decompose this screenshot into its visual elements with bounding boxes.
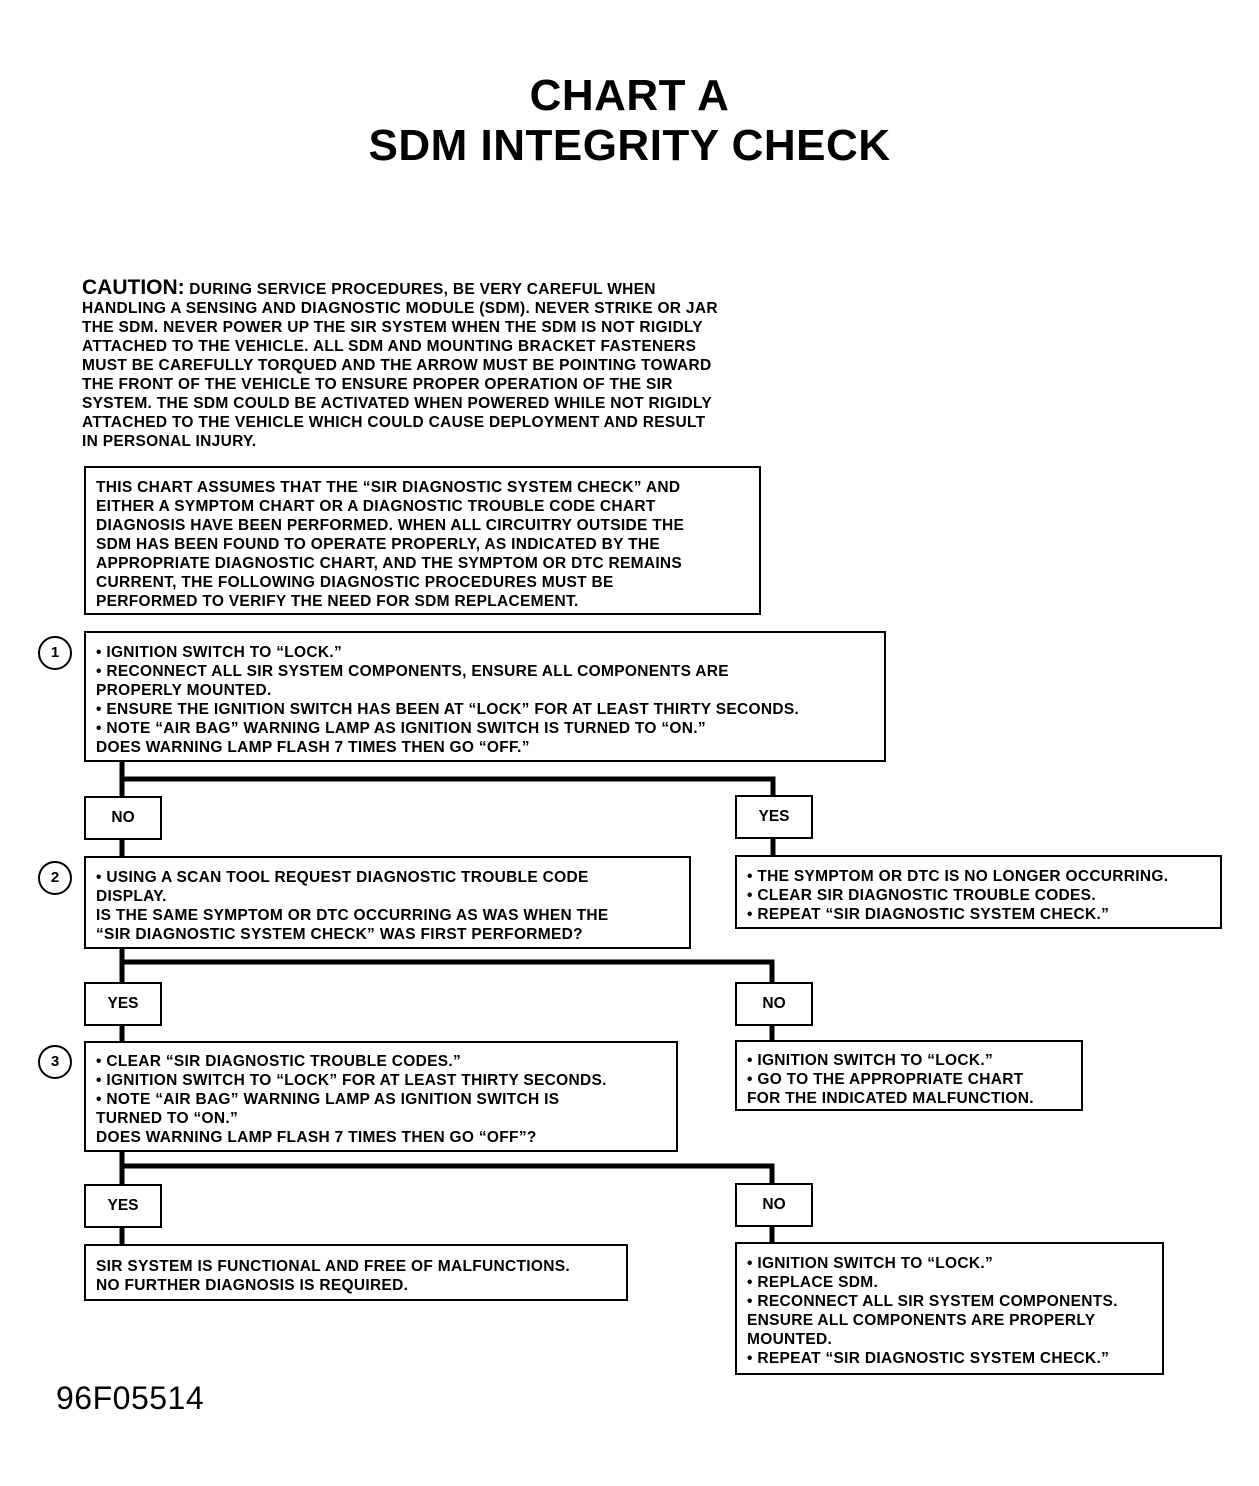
chart-title-line1: CHART A bbox=[529, 71, 730, 120]
step-3-no-label: NO bbox=[735, 1183, 813, 1227]
step-3-yes-label: YES bbox=[84, 1184, 162, 1228]
step-3-no-result: • IGNITION SWITCH TO “LOCK.” • REPLACE SDM. • RECONNECT ALL SIR SYSTEM COMPONENTS. ENSURE ALL COMPONENTS ARE PROPERLY MOUNTED. • REPEAT “SIR DIAGNOSTIC SYSTEM CHECK.” bbox=[735, 1242, 1164, 1375]
step-2-no-label: NO bbox=[735, 982, 813, 1026]
connector-2-right bbox=[122, 962, 772, 983]
step-3-number: 3 bbox=[38, 1045, 72, 1079]
step-1-yes-result: • THE SYMPTOM OR DTC IS NO LONGER OCCURRING. • CLEAR SIR DIAGNOSTIC TROUBLE CODES. • REPEAT “SIR DIAGNOSTIC SYSTEM CHECK.” bbox=[735, 855, 1222, 929]
step-2-no-result: • IGNITION SWITCH TO “LOCK.” • GO TO THE APPROPRIATE CHART FOR THE INDICATED MALFUNCTION. bbox=[735, 1040, 1083, 1111]
chart-title-line2: SDM INTEGRITY CHECK bbox=[368, 121, 891, 170]
connector-1-right bbox=[122, 779, 773, 797]
connector-3-right bbox=[122, 1166, 772, 1184]
step-1-yes-label: YES bbox=[735, 795, 813, 839]
intro-box: THIS CHART ASSUMES THAT THE “SIR DIAGNOSTIC SYSTEM CHECK” AND EITHER A SYMPTOM CHART OR A DIAGNOSTIC TROUBLE CODE CHART DIAGNOSIS HAVE BEEN PERFORMED. WHEN ALL CIRCUITRY OUTSIDE THE SDM HAS BEEN FOUND TO OPERATE PROPERLY, AS INDICATED BY THE APPROPRIATE DIAGNOSTIC CHART, AND THE SYMPTOM OR DTC REMAINS CURRENT, THE FOLLOWING DIAGNOSTIC PROCEDURES MUST BE PERFORMED TO VERIFY THE NEED FOR SDM REPLACEMENT. bbox=[84, 466, 761, 615]
step-2-yes-label: YES bbox=[84, 982, 162, 1026]
step-3-yes-result: SIR SYSTEM IS FUNCTIONAL AND FREE OF MALFUNCTIONS. NO FURTHER DIAGNOSIS IS REQUIRED. bbox=[84, 1244, 628, 1301]
step-2-number: 2 bbox=[38, 861, 72, 895]
step-1-number: 1 bbox=[38, 636, 72, 670]
step-1-no-label: NO bbox=[84, 796, 162, 840]
step-1-box: • IGNITION SWITCH TO “LOCK.” • RECONNECT ALL SIR SYSTEM COMPONENTS, ENSURE ALL COMPONENTS ARE PROPERLY MOUNTED. • ENSURE THE IGNITION SWITCH HAS BEEN AT “LOCK” FOR AT LEAST THIRTY SECONDS. • NOTE “AIR BAG” WARNING LAMP AS IGNITION SWITCH IS TURNED TO “ON.” DOES WARNING LAMP FLASH 7 TIMES THEN GO “OFF.” bbox=[84, 631, 886, 762]
figure-id: 96F05514 bbox=[56, 1380, 205, 1416]
caution-label: CAUTION: bbox=[82, 276, 185, 299]
step-3-box: • CLEAR “SIR DIAGNOSTIC TROUBLE CODES.” • IGNITION SWITCH TO “LOCK” FOR AT LEAST THIRTY SECONDS. • NOTE “AIR BAG” WARNING LAMP AS IGNITION SWITCH IS TURNED TO “ON.” DOES WARNING LAMP FLASH 7 TIMES THEN GO “OFF”? bbox=[84, 1041, 678, 1152]
caution-text: DURING SERVICE PROCEDURES, BE VERY CAREFUL WHEN HANDLING A SENSING AND DIAGNOSTIC MODULE (SDM). NEVER STRIKE OR JAR THE SDM. NEVER POWER UP THE SIR SYSTEM WHEN THE SDM IS NOT RIGIDLY ATTACHED TO THE VEHICLE. ALL SDM AND MOUNTING BRACKET FASTENERS MUST BE CAREFULLY TORQUED AND THE ARROW MUST BE POINTING TOWARD THE FRONT OF THE VEHICLE TO ENSURE PROPER OPERATION OF THE SIR SYSTEM. THE SDM COULD BE ACTIVATED WHEN POWERED WHILE NOT RIGIDLY ATTACHED TO THE VEHICLE WHICH COULD CAUSE DEPLOYMENT AND RESULT IN PERSONAL INJURY. bbox=[82, 281, 718, 450]
step-2-box: • USING A SCAN TOOL REQUEST DIAGNOSTIC TROUBLE CODE DISPLAY. IS THE SAME SYMPTOM OR DTC OCCURRING AS WAS WHEN THE “SIR DIAGNOSTIC SYSTEM CHECK” WAS FIRST PERFORMED? bbox=[84, 856, 691, 949]
